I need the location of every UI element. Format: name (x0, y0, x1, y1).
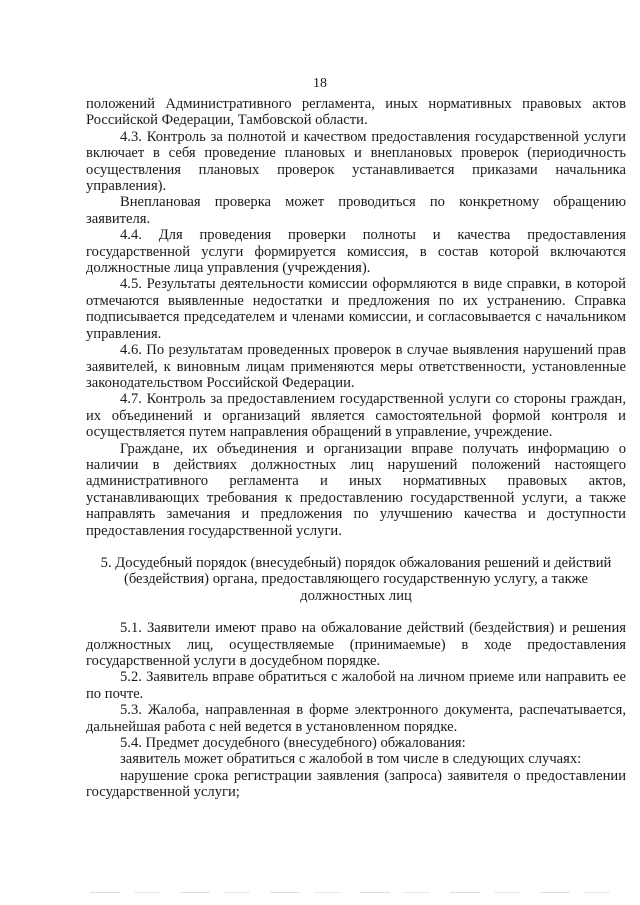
paragraph: 4.7. Контроль за предоставлением государственной услуги со стороны граждан, их объединений и организаций является самостоятельной формой контроля и осуществляется путем направления обращений в управление, учреждение. (86, 391, 626, 441)
paragraph: 5.1. Заявители имеют право на обжалование действий (бездействия) и решения должностных лиц, осуществляемые (принимаемые) в ходе предоставления государственной услуги в досудебном порядке. (86, 620, 626, 669)
paragraph: 5.4. Предмет досудебного (внесудебного) обжалования: (120, 735, 466, 752)
paragraph: нарушение срока регистрации заявления (запроса) заявителя о предоставлении государственной услуги; (86, 767, 626, 801)
paragraph: 4.3. Контроль за полнотой и качеством предоставления государственной услуги включает в себя проведение плановых и внеплановых проверок (периодичность осуществления плановых проверок устанавливается приказами начальника управления). (86, 128, 626, 195)
paragraph: положений Административного регламента, иных нормативных правовых актов Российской Федерации, Тамбовской области. (86, 96, 626, 129)
paragraph: 4.4. Для проведения проверки полноты и качества предоставления государственной услуги формируется комиссия, в состав которой включаются должностные лица управления (учреждения). (86, 227, 626, 277)
paragraph: 4.5. Результаты деятельности комиссии оформляются в виде справки, в которой отмечаются выявленные недостатки и предложения по их устранению. Справка подписывается председателем и членами комиссии, и согласовывается с начальником управления. (86, 276, 626, 342)
paragraph: 4.6. По результатам проведенных проверок в случае выявления нарушений прав заявителей, к виновным лицам применяются меры ответственности, установленные законодательством Российской Федерации. (86, 342, 626, 391)
paragraph: заявитель может обратиться с жалобой в том числе в следующих случаях: (120, 751, 582, 768)
section-heading: 5. Досудебный порядок (внесудебный) порядок обжалования решений и действий (бездействия) органа, предоставляющего государственную услугу, а также должностных лиц (100, 554, 612, 604)
paragraph: Граждане, их объединения и организации вправе получать информацию о наличии в действиях должностных лиц нарушений положений настоящего административного регламента и иных нормативных правовых актов, устанавливающих требования к предоставлению государственной услуги, а также направлять замечания и предложения по улучшению качества и доступности предоставления государственной услуги. (86, 440, 626, 539)
paragraph: 5.2. Заявитель вправе обратиться с жалобой на личном приеме или направить ее по почте. (86, 669, 626, 702)
paragraph: Внеплановая проверка может проводиться по конкретному обращению заявителя. (86, 194, 626, 227)
page-number: 18 (313, 76, 327, 91)
paragraph: 5.3. Жалоба, направленная в форме электронного документа, распечатывается, дальнейшая работа с ней ведется в установленном порядке. (86, 702, 626, 735)
scan-artifact-line (90, 892, 610, 893)
document-body (86, 96, 626, 801)
